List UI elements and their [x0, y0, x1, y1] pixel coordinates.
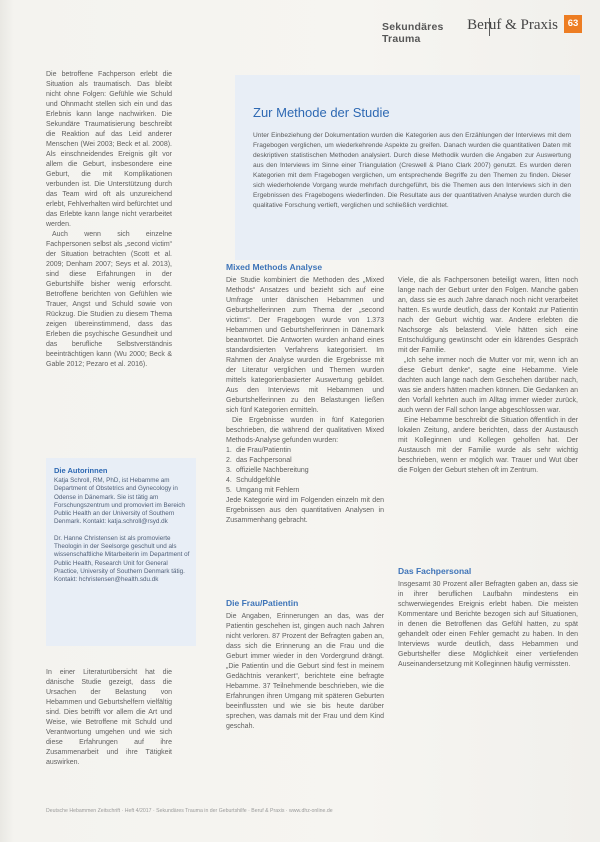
- paragraph: Viele, die als Fachpersonen beteiligt waren, litten noch lange nach der Geburt unter den Folgen. Manche gaben an, dass sie es auch Jahre danach noch nicht verarbeitet hatten. Es wurde deutlich, dass der Kontakt zur Patientin nach der Geburt wichtig war. Andere erlebten die Nachsorge als belastend. Viele hätten sich eine Entschuldigung gewünscht oder ein klärendes Gespräch mit der Familie.: [398, 277, 578, 354]
- paragraph: Eine Hebamme beschreibt die Situation öffentlich in der lokalen Zeitung, andere berichten, dass der Austausch mit Kolleginnen und Kollegen geholfen hat. Der Austausch mit der Familie wurde als sehr wichtig beschrieben, wenn er möglich war. Trauer und Wut über die Folgen der Geburt stehen oft im Zentrum.: [398, 417, 578, 474]
- paragraph: In einer Literaturübersicht hat die dänische Studie gezeigt, dass die Ursachen der Belastung von Hebammen und Geburtshelfern vielfältig sind. Dies betrifft vor allem die Art und Weise, wie Betroffene mit Schuld und Verantwortung umgehen und wie sich diese Erfahrungen auf ihre Zusammenarbeit und ihre Tätigkeit auswirken.: [46, 669, 172, 766]
- list-item: offizielle Nachbereitung: [236, 467, 309, 474]
- paragraph: Die Ergebnisse wurden in fünf Kategorien beschrieben, die während der qualitativen Mixed Methods-Analyse gefunden wurden:: [226, 417, 384, 444]
- mixed-methods-body: [226, 276, 384, 526]
- left-column-top: [46, 70, 172, 370]
- paragraph: Auch wenn sich einzelne Fachpersonen selbst als „second victim“ der Situation betrachten (Scott et al. 2009; Denham 2007; Seys et al. 2013), sind diese Erfahrungen in der Geburtshilfe bisher wenig erforscht. Betroffene berichten von Gefühlen wie Trauer, Angst und Schuld sowie von Rückzug. Die Studien zu diesem Thema zeigen übereinstimmend, dass das Erleben die psychische Gesundheit und das berufliche Selbstverständnis beeinträchtigen kann (Wu 2000; Beck & Gable 2012; Pezaro et al. 2016).: [46, 231, 172, 368]
- paragraph: „Ich sehe immer noch die Mutter vor mir, wenn ich an diese Geburt denke“, sagte eine Hebamme. Viele dachten auch lange nach dem Geschehen darüber nach, was sie anders hätten machen können. Die Gedanken an den Vorfall kehrten auch im Alltag immer wieder zurück, auch wenn der Fall schon lange abgeschlossen war.: [398, 357, 578, 414]
- header-title: Beruf & Praxis: [467, 17, 558, 33]
- paragraph: Die Studie kombiniert die Methoden des „Mixed Methods“ Ansatzes und bezieht sich auf eine Umfrage unter dänischen Hebammen und Geburtshelferinnen zum Thema der „second victims“. Der Fragebogen wurde von 1.373 Hebammen und Geburtshelferinnen in Dänemark beantwortet. Die Antworten wurden anhand eines standardisierten Verfahrens kategorisiert. Im Rahmen der Analyse wurden die Ergebnisse mit der Literatur verglichen und Themen wurden mittels kategorienbasierter Auswertung gebildet. Aus den Interviews mit Hebammen und Geburtshelferinnen zu den Belastungen ließen sich fünf Kategorien ermitteln.: [226, 277, 384, 414]
- method-title: Zur Methode der Studie: [253, 105, 390, 120]
- frau-patientin-body: [226, 612, 384, 732]
- authors-title: Die Autorinnen: [54, 466, 108, 475]
- list-item: Schuldgefühle: [236, 477, 281, 484]
- section-title-mixed-methods: Mixed Methods Analyse: [226, 262, 323, 272]
- paragraph: Die betroffene Fachperson erlebt die Situation als traumatisch. Das bleibt nicht ohne Folgen: Gefühle wie Schuld und Ohnmacht stellen sich ein und das Erlebnis kann lange nachwirken. Die Sekundäre Traumatisierung beschreibt die Reaktion auf das Leid anderer Menschen (Wei 2003; Beck et al. 2008). Als einschneidendes Ereignis gilt vor allem die Geburt, insbesondere eine Geburt, die mit Komplikationen verbunden ist. Die Unterstützung durch das Team wird oft als unzureichend erlebt, Fehlverhalten wird befürchtet und das Erlebte kann lange nicht verarbeitet werden.: [46, 71, 172, 228]
- fachpersonal-body: [398, 580, 578, 670]
- list-item: Umgang mit Fehlern: [236, 487, 300, 494]
- list-item: das Fachpersonal: [236, 457, 292, 464]
- category-list: [226, 446, 384, 496]
- method-box: [235, 75, 580, 260]
- side-tab: [4, 650, 14, 790]
- method-text: Unter Einbeziehung der Dokumentation wurden die Kategorien aus den Erzählungen der Interviews mit dem Fragebogen verglichen, um wiederkehrende Aspekte zu greifen. Danach wurden die quantitativen Daten mit deskriptiven statistischen Methoden analysiert. Durch diese Methodik wurden die Angaben zur Auswertung aus den Interviews im Sinne einer Triangulation (Creswell & Plano Clark 2007) genutzt. Es wurden deren Kategorien mit dem Fragebogen verglichen, um entsprechende Begriffe zu den Themen zu finden. Dieser sich wiederholende Vorgang wurde mehrfach durchgeführt, bis die Themen aus den Interviews sich in den Ergebnissen des Fragebogens wiederfinden. Die Resultate aus der quantitativen Analyse wurden durch die qualitative Forschung vertieft, verglichen und schließlich verdichtet.: [253, 132, 571, 209]
- author-entry: Katja Schroll, RM, PhD, ist Hebamme am Department of Obstetrics and Gynecology in Odense in Dänemark. Sie ist tätig am Forschungszentrum und promoviert im Bereich Public Health an der University of Southern Denmark. Kontakt: katja.schroll@rsyd.dk: [54, 477, 185, 526]
- list-item: die Frau/Patientin: [236, 447, 291, 454]
- paragraph: Insgesamt 30 Prozent aller Befragten gaben an, dass sie in ihrer beruflichen Laufbahn mindestens ein schwerwiegendes Ereignis erlebt haben. Die meisten Kommentare und Berichte bezogen sich auf Situationen, in denen die Betroffenen das Gefühl hatten, zu spät gehandelt oder einen Fehler gemacht zu haben. In den Interviews wurde deutlich, dass Hebammen und Geburtshelfer diese Möglichkeit einer vertiefenden Auseinandersetzung mit Kolleginnen häufig vermissten.: [398, 581, 578, 668]
- authors-text: [54, 477, 190, 593]
- page-footer: Deutsche Hebammen Zeitschrift · Heft 4/2017 · Sekundäres Trauma in der Geburtshilfe · Beruf & Praxis · www.dhz-online.de: [46, 808, 333, 814]
- left-column-bottom: [46, 668, 172, 768]
- section-title-frau-patientin: Die Frau/Patientin: [226, 598, 299, 608]
- page-number: 63: [564, 15, 582, 33]
- paragraph: Jede Kategorie wird im Folgenden einzeln mit den Ergebnissen aus den quantitativen Analysen in Zusammenhang gebracht.: [226, 497, 384, 524]
- right-column: [398, 276, 578, 476]
- page-header: [382, 12, 582, 45]
- section-title-fachpersonal: Das Fachpersonal: [398, 566, 472, 576]
- header-section: Sekundäres Trauma: [382, 21, 444, 45]
- author-entry: Dr. Hanne Christensen ist als promovierte Theologin in der Seelsorge geschult und als wissenschaftliche Mitarbeiterin im Department of Public Health, Research Unit for General Practice, University of Southern Denmark tätig. Kontakt: hchristensen@health.sdu.dk: [54, 534, 190, 584]
- paragraph: Die Angaben, Erinnerungen an das, was der Patientin geschehen ist, gingen auch nach Jahren nicht verloren. 87 Prozent der Befragten gaben an, dass sich die Erinnerung an die Frau und die Geburt immer wieder in den Vordergrund drängt. „Die Patientin und die Geburt sind fest in meinem Gedächtnis verankert“, berichtete eine befragte Hebamme. 37 Teilnehmende beschrieben, wie die Erfahrungen ihren Umgang mit späteren Geburten beeinflussten und wie sie bis heute darüber sprechen, was damals mit der Frau und dem Kind geschah.: [226, 613, 384, 730]
- authors-box: [46, 458, 196, 646]
